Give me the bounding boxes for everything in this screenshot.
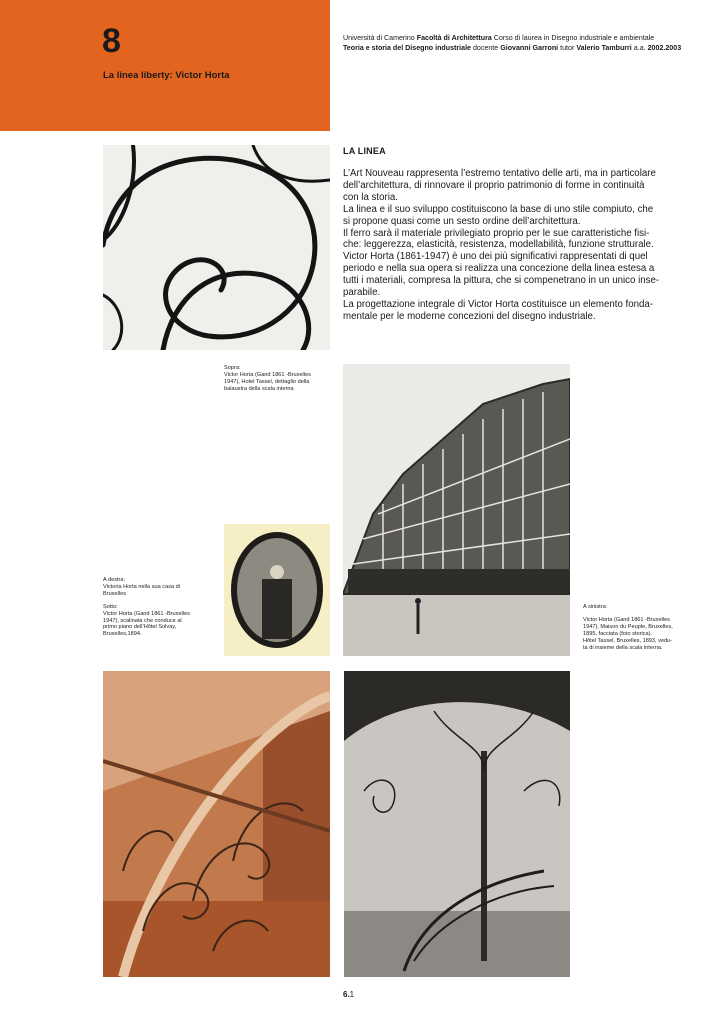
chapter-title: La linea liberty: Victor Horta [103,70,230,81]
body-line: che: leggerezza, elasticità, resistenza, modellabilità, funzione strutturale. [343,239,654,251]
body-line: parabile. [343,287,381,299]
body-line: La linea e il suo sviluppo costituiscono la base di uno stile compiuto, che [343,203,654,215]
body-line: L’Art Nouveau rappresenta l’estremo tentativo delle arti, ma in particolare [343,168,656,179]
horta-portrait-photo [224,524,330,656]
body-line: mentale per le moderne concezioni del disegno industriale. [343,310,596,322]
course-info-line-1: Università di Camerino Facoltà di Architettura Corso di laurea in Disegno industriale e ambientale [343,34,655,42]
body-line: dell’architettura, di rinnovare il proprio patrimonio di forme in continuità [343,179,645,191]
header-accent-block [0,0,330,131]
body-line: Il ferro sarà il materiale privilegiato proprio per le sue caratteristiche fisi- [343,227,650,239]
caption-top: Sopra: Victor Horta (Gand 1861 -Bruxelles 1947), Hotel Tassel, dettaglio della balaustra della scala interna [224,365,311,392]
balustrade-detail-photo [103,145,330,350]
body-line: tutti i materiali, compresa la pittura, che si compenetrano in un unico inse- [343,275,660,287]
body-line: Victor Horta (1861-1947) è uno dei più significativi rappresentati di quel [343,251,648,263]
page-number: 6.1 [343,990,355,999]
chapter-number: 8 [102,22,121,60]
hotel-solvay-staircase-photo [103,671,330,977]
body-line: La progettazione integrale di Victor Horta costituisce un elemento fonda- [343,298,654,310]
course-info-line-2: Teoria e storia del Disegno industriale docente Giovanni Garroni tutor Valerio Tamburri a.a. 2002.2003 [343,44,682,52]
section-heading: LA LINEA [343,146,386,156]
hotel-tassel-staircase-photo [344,671,570,977]
caption-left: A destra: Victoria Horta nella sua casa di Bruxelles Sotto: Victor Horta (Gand 1861 -Bruxelles 1947), scalinata che conduce al primo piano dell’Hôtel Solvay, Bruxelles,1894. [103,577,190,638]
maison-du-peuple-photo [343,364,570,656]
body-line: con la storia. [343,191,398,203]
course-info [343,33,703,53]
section-body [343,168,688,323]
body-line: periodo e nella sua opera si realizza una concezione della linea estesa a [343,263,655,275]
caption-right: A sinistra: Victor Horta (Gand 1861 -Bruxelles 1947), Maison du Peuple, Bruxelles, 1895, facciata (foto storica). Hôtel Tassel, Bruxelles, 1893, vedu- ta di insieme della scala interna. [583,604,673,651]
body-line: si propone quasi come un sesto ordine dell’architettura. [343,215,581,227]
